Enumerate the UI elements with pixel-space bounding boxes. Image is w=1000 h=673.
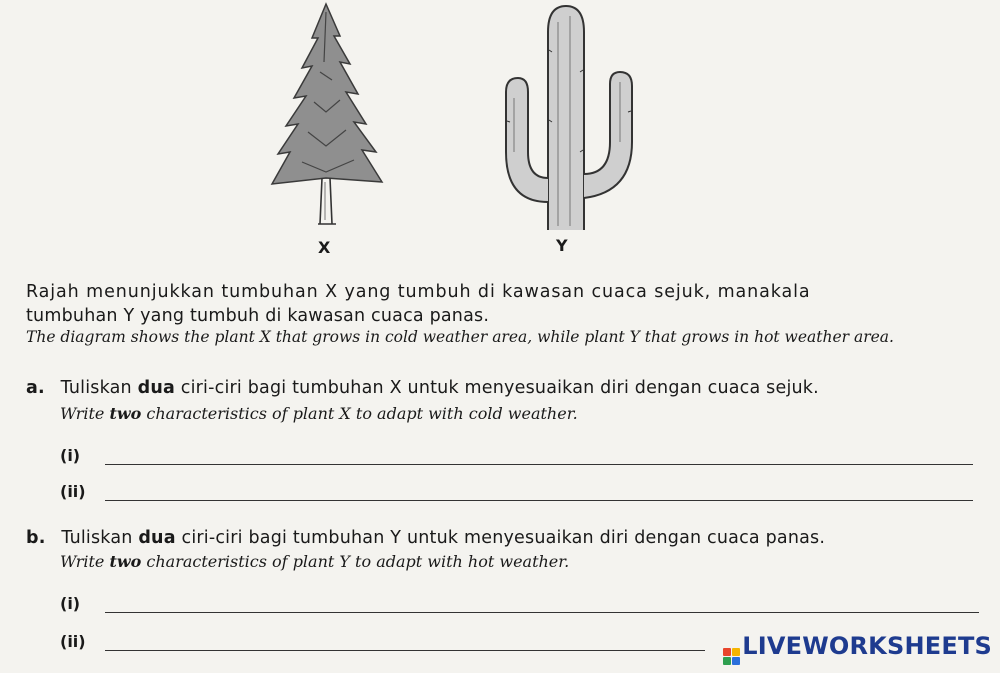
answer-line[interactable] (105, 463, 973, 465)
answer-line[interactable] (105, 499, 973, 501)
question-b-english-pre: Write (60, 552, 110, 571)
question-b-malay-pre: Tuliskan (61, 528, 139, 548)
intro-malay-line-1: Rajah menunjukkan tumbuhan X yang tumbuh di kawasan cuaca sejuk, manakala (26, 282, 811, 302)
figure-label-x: X (318, 238, 331, 257)
intro-malay-line-2: tumbuhan Y yang tumbuh di kawasan cuaca panas. (26, 306, 490, 326)
question-a-malay-bold: dua (137, 378, 176, 398)
question-b-english-post: characteristics of plant Y to adapt with hot weather. (141, 552, 570, 571)
question-b-malay-bold: dua (138, 528, 176, 548)
question-b-letter: b. (26, 528, 46, 548)
logo-square (732, 648, 740, 656)
question-a-letter: a. (26, 378, 45, 398)
liveworksheets-text: LIVEWORKSHEETS (742, 632, 992, 660)
question-b-malay-post: ciri-ciri bagi tumbuhan Y untuk menyesuaikan diri dengan cuaca panas. (175, 528, 826, 548)
intro-english: The diagram shows the plant X that grows in cold weather area, while plant Y that grows in hot weather area. (26, 328, 894, 346)
pine-tree-illustration (262, 2, 392, 232)
answer-label: (ii) (60, 482, 86, 501)
logo-square (723, 657, 731, 665)
figure-label-y: Y (556, 236, 568, 255)
answer-line[interactable] (105, 649, 705, 651)
question-b-malay (26, 528, 825, 548)
liveworksheets-logo-icon (723, 648, 740, 665)
question-a-english-pre: Write (60, 404, 110, 423)
question-a-answer-i[interactable] (60, 446, 973, 465)
question-a-malay-post: ciri-ciri bagi tumbuhan X untuk menyesuaikan diri dengan cuaca sejuk. (175, 378, 819, 398)
logo-square (732, 657, 740, 665)
question-b-answer-i[interactable] (60, 594, 979, 613)
question-b-english-bold: two (109, 552, 142, 571)
question-b-english (60, 552, 569, 571)
cactus-illustration (492, 2, 637, 234)
answer-label: (i) (60, 446, 81, 465)
answer-label: (i) (60, 594, 81, 613)
question-a-answer-ii[interactable] (60, 482, 973, 501)
question-a-english-bold: two (109, 404, 142, 423)
question-a-malay (26, 378, 819, 398)
question-a-malay-pre: Tuliskan (60, 378, 138, 398)
liveworksheets-watermark (723, 632, 992, 665)
question-a-english (60, 404, 578, 423)
question-b-answer-ii[interactable] (60, 632, 705, 651)
question-a-english-post: characteristics of plant X to adapt with cold weather. (141, 404, 578, 423)
answer-label: (ii) (60, 632, 86, 651)
answer-line[interactable] (105, 611, 979, 613)
logo-square (723, 648, 731, 656)
